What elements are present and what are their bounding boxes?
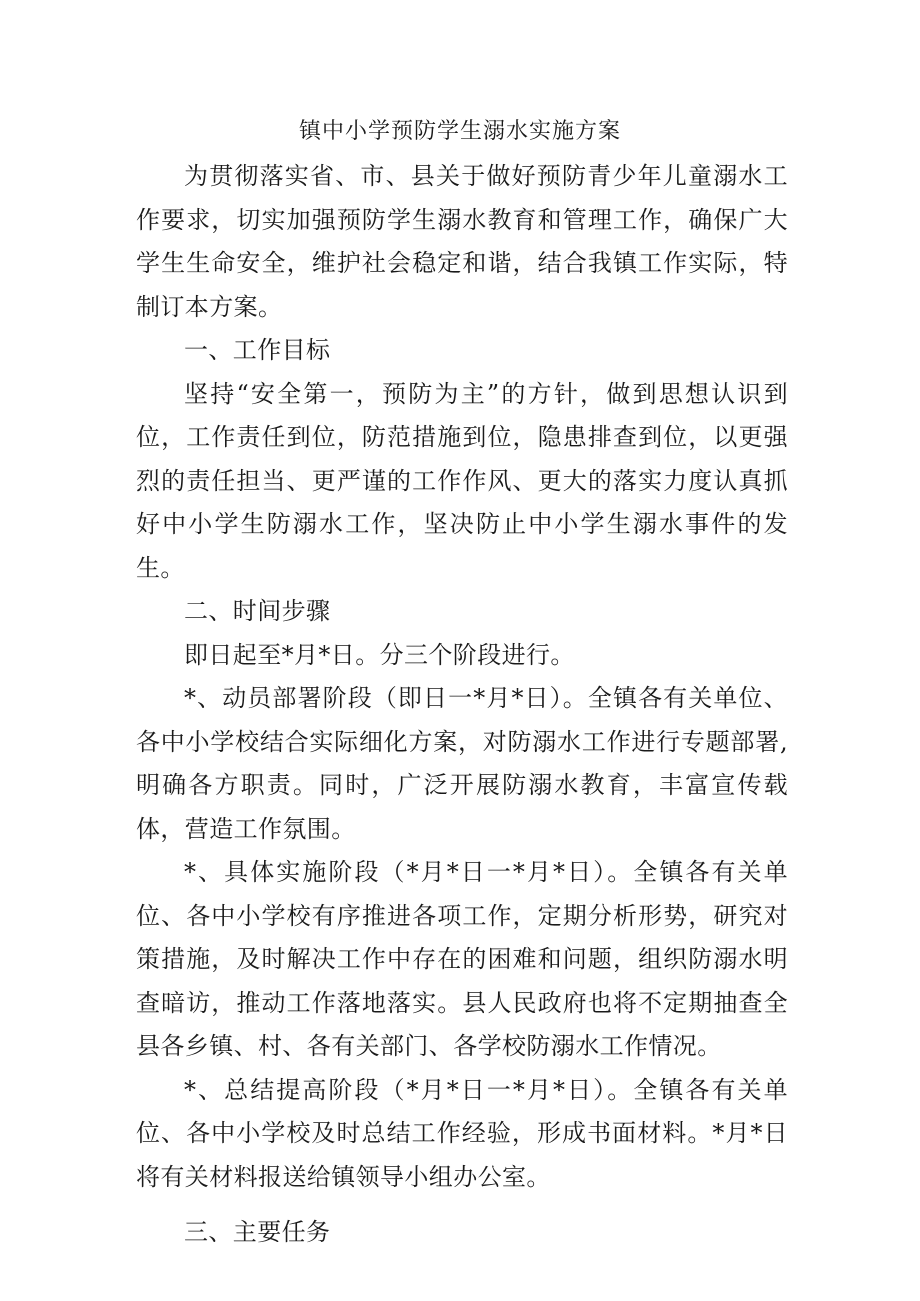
section-heading-schedule: 二、时间步骤 (184, 597, 331, 625)
document-body (136, 155, 788, 1255)
section-heading-tasks: 三、主要任务 (184, 1218, 331, 1246)
phase-mobilization-paragraph: *、动员部署阶段（即日一*月*日）。全镇各有关单位、各中小学校结合实际细化方案，对防溺水工作进行专题部署,明确各方职责。同时，广泛开展防溺水教育，丰富宣传载体，营造工作氛围。 (136, 684, 788, 843)
document-title: 镇中小学预防学生溺水实施方案 (298, 119, 621, 144)
goals-paragraph: 坚持“安全第一，预防为主”的方针，做到思想认识到位，工作责任到位，防范措施到位，隐患排查到位，以更强烈的责任担当、更严谨的工作作风、更大的落实力度认真抓好中小学生防溺水工作，坚决防止中小学生溺水事件的发生。 (136, 379, 788, 582)
intro-paragraph: 为贯彻落实省、市、县关于做好预防青少年儿童溺水工作要求，切实加强预防学生溺水教育和管理工作，确保广大学生生命安全，维护社会稳定和谐，结合我镇工作实际，特制订本方案。 (136, 162, 788, 321)
phase-summary-paragraph: *、总结提高阶段（*月*日一*月*日）。全镇各有关单位、各中小学校及时总结工作经验，形成书面材料。*月*日将有关材料报送给镇领导小组办公室。 (136, 1075, 788, 1191)
section-heading-goals: 一、工作目标 (184, 336, 331, 364)
schedule-paragraph: 即日起至*月*日。分三个阶段进行。 (184, 640, 575, 669)
phase-implementation-paragraph: *、具体实施阶段（*月*日一*月*日）。全镇各有关单位、各中小学校有序推进各项工作，定期分析形势，研究对策措施，及时解决工作中存在的困难和问题，组织防溺水明查暗访，推动工作落地落实。县人民政府也将不定期抽查全县各乡镇、村、各有关部门、各学校防溺水工作情况。 (136, 858, 788, 1060)
